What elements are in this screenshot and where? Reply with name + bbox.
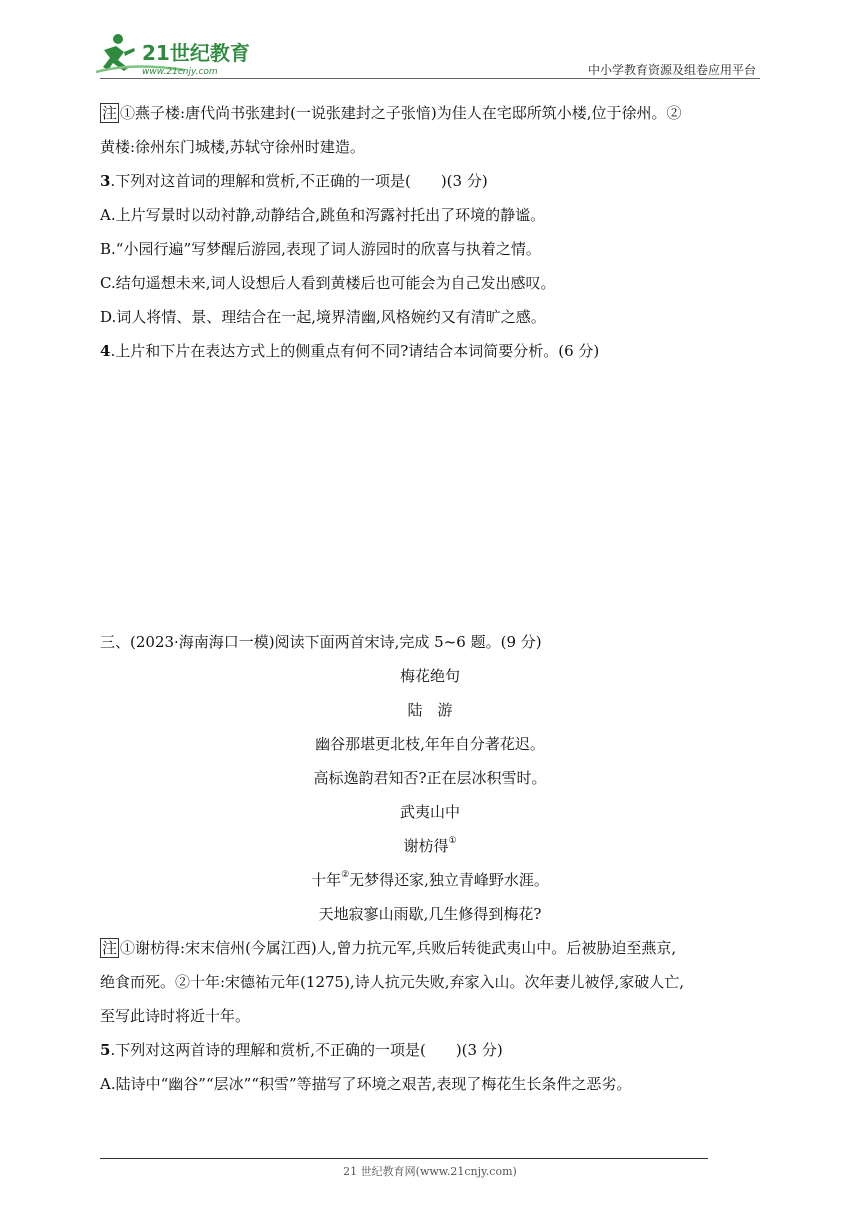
footnote-ref-2: ②: [341, 870, 350, 880]
page-footer[interactable]: 21 世纪教育网(www.21cnjy.com): [343, 1165, 517, 1178]
poem-2-title: 武夷山中: [399, 803, 460, 821]
note-2-line-2: 绝食而死。②十年:宋德祐元年(1275),诗人抗元失败,弃家入山。次年妻儿被俘,家破人亡,: [100, 973, 685, 991]
poem-2-author: [100, 829, 760, 863]
note-1-text-1: ①燕子楼:唐代尚书张建封(一说张建封之子张愔)为佳人在宅邸所筑小楼,位于徐州。②: [120, 104, 682, 122]
answer-space: [100, 368, 760, 625]
q3-option-d: D.词人将情、景、理结合在一起,境界清幽,风格婉约又有清旷之感。: [100, 308, 546, 326]
header-platform-text: 中小学教育资源及组卷应用平台: [587, 63, 756, 77]
question-number: 3: [100, 172, 111, 190]
header-divider: [100, 78, 760, 79]
footnote-ref-1: ①: [448, 836, 457, 846]
question-3-stem: [100, 164, 760, 198]
page-header: [0, 0, 860, 80]
question-3-text: .下列对这首词的理解和赏析,不正确的一项是( )(3 分): [110, 172, 488, 190]
q3-option-c: C.结句遥想未来,词人设想后人看到黄楼后也可能会为自己发出感叹。: [100, 274, 556, 292]
poem-2-line-1: [100, 863, 760, 897]
site-logo[interactable]: [94, 30, 264, 80]
note-2-line-3: 至写此诗时将近十年。: [100, 1007, 251, 1025]
question-5-stem: [100, 1033, 760, 1067]
logo-text: 21世纪教育: [142, 41, 250, 65]
note-1-line-1: [100, 96, 760, 130]
document-body: [100, 96, 760, 1101]
question-number: 4: [100, 342, 111, 360]
note-2-text-1: ①谢枋得:宋末信州(今属江西)人,曾力抗元军,兵败后转徙武夷山中。后被胁迫至燕京,: [120, 939, 677, 957]
logo-url: www.21cnjy.com: [142, 67, 218, 77]
note-mark: 注: [102, 939, 118, 957]
q5-option-a: A.陆诗中“幽谷”“层冰”“积雪”等描写了环境之艰苦,表现了梅花生长条件之恶劣。: [100, 1075, 632, 1093]
runner-logo-icon: [94, 30, 264, 80]
poem-1-line-2: 高标逸韵君知否?正在层冰积雪时。: [313, 769, 547, 787]
question-number: 5: [100, 1041, 111, 1059]
footer-divider: [100, 1158, 708, 1159]
section-3-heading: 三、(2023·海南海口一模)阅读下面两首宋诗,完成 5~6 题。(9 分): [100, 633, 542, 651]
poem-1-title: 梅花绝句: [399, 667, 460, 685]
poem-1-line-1: 幽谷那堪更北枝,年年自分著花迟。: [315, 735, 545, 753]
poem-2-author-name: 谢枋得: [403, 837, 449, 855]
question-4-text: .上片和下片在表达方式上的侧重点有何不同?请结合本词简要分析。(6 分): [110, 342, 600, 360]
q3-option-b: B.“小园行遍”写梦醒后游园,表现了词人游园时的欣喜与执着之情。: [100, 240, 541, 258]
q3-option-a: A.上片写景时以动衬静,动静结合,跳鱼和泻露衬托出了环境的静谧。: [100, 206, 546, 224]
poem-2-line-2: 天地寂寥山雨歇,几生修得到梅花?: [318, 905, 542, 923]
note-2-line-1: [100, 931, 760, 965]
note-1-line-2: 黄楼:徐州东门城楼,苏轼守徐州时建造。: [100, 138, 365, 156]
poem-2-line-1-b: 无梦得还家,独立青峰野水涯。: [349, 871, 549, 889]
question-4-stem: [100, 334, 760, 368]
note-mark: 注: [102, 104, 118, 122]
question-5-text: .下列对这两首诗的理解和赏析,不正确的一项是( )(3 分): [110, 1041, 503, 1059]
poem-2-line-1-a: 十年: [311, 871, 342, 889]
poem-1-author: 陆 游: [407, 701, 453, 719]
